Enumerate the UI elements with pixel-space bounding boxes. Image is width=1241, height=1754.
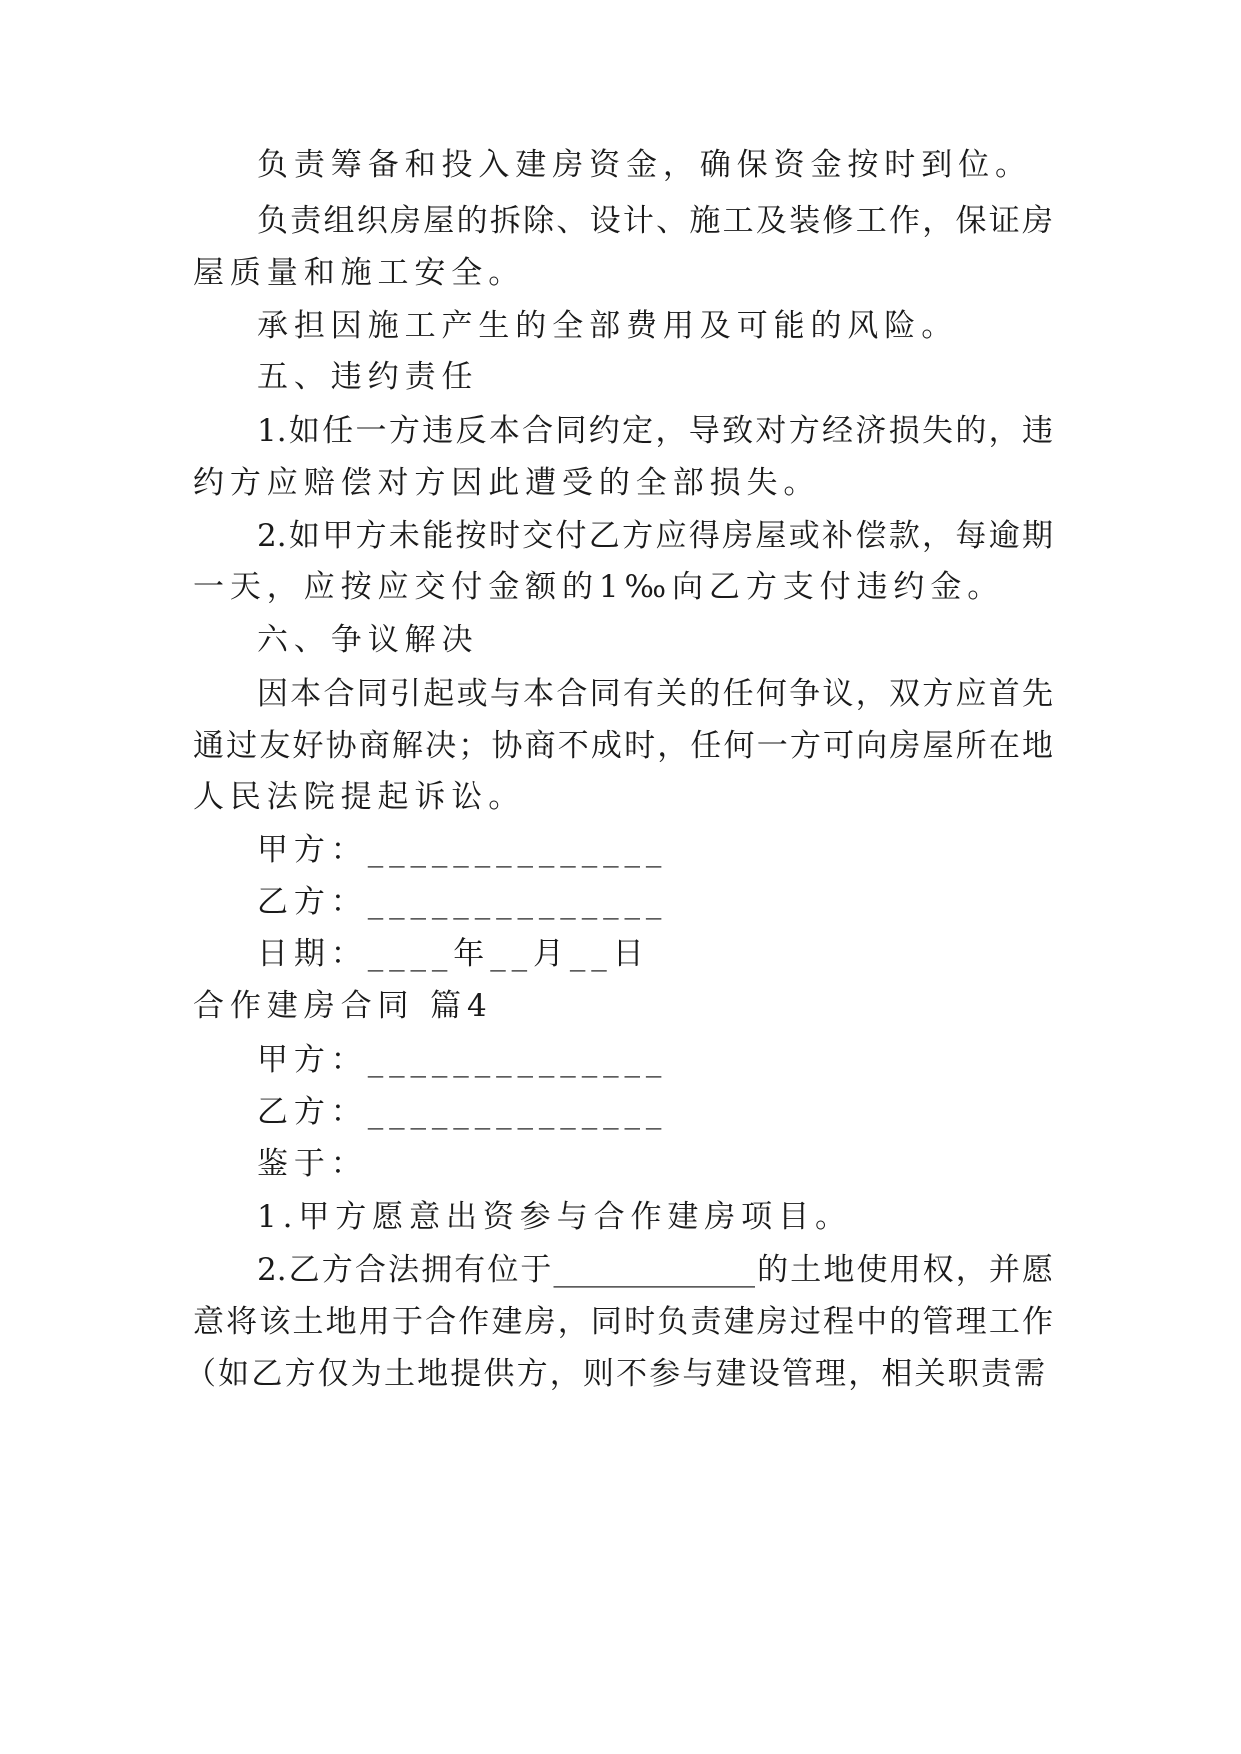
party-b-line: 乙方：______________	[257, 1094, 668, 1130]
party-b-signature-line: 乙方：______________	[257, 884, 668, 920]
paragraph-line: 负责组织房屋的拆除、设计、施工及装修工作，保证房	[257, 203, 1053, 239]
paragraph-line: 1.如任一方违反本合同约定，导致对方经济损失的，违	[257, 413, 1053, 449]
whereas-heading: 鉴于：	[257, 1146, 368, 1182]
contract-title: 合作建房合同 篇4	[193, 988, 493, 1024]
paragraph-line: 通过友好协商解决；协商不成时，任何一方可向房屋所在地	[193, 728, 1053, 764]
paragraph-line: 因本合同引起或与本合同有关的任何争议，双方应首先	[257, 676, 1053, 712]
party-a-line: 甲方：______________	[257, 1042, 668, 1078]
paragraph-line: 承担因施工产生的全部费用及可能的风险。	[257, 308, 959, 344]
section-heading: 五、违约责任	[257, 359, 479, 395]
paragraph-line: （如乙方仅为土地提供方，则不参与建设管理，相关职责需	[185, 1356, 1045, 1392]
paragraph-line: 2.如甲方未能按时交付乙方应得房屋或补偿款，每逾期	[257, 518, 1053, 554]
section-heading: 六、争议解决	[257, 622, 479, 658]
paragraph-line: 2.乙方合法拥有位于_____________的土地使用权，并愿	[257, 1252, 1053, 1288]
date-line: 日期：____年__月__日	[257, 936, 650, 972]
paragraph-line: 屋质量和施工安全。	[193, 255, 526, 291]
paragraph-line: 约方应赔偿对方因此遭受的全部损失。	[193, 465, 821, 501]
party-a-signature-line: 甲方：______________	[257, 832, 668, 868]
paragraph-line: 意将该土地用于合作建房，同时负责建房过程中的管理工作	[193, 1304, 1053, 1340]
paragraph-line: 1.甲方愿意出资参与合作建房项目。	[257, 1199, 852, 1235]
paragraph-line: 负责筹备和投入建房资金，确保资金按时到位。	[257, 147, 1032, 183]
paragraph-line: 一天，应按应交付金额的1‰向乙方支付违约金。	[193, 569, 1005, 605]
paragraph-line: 人民法院提起诉讼。	[193, 779, 526, 815]
